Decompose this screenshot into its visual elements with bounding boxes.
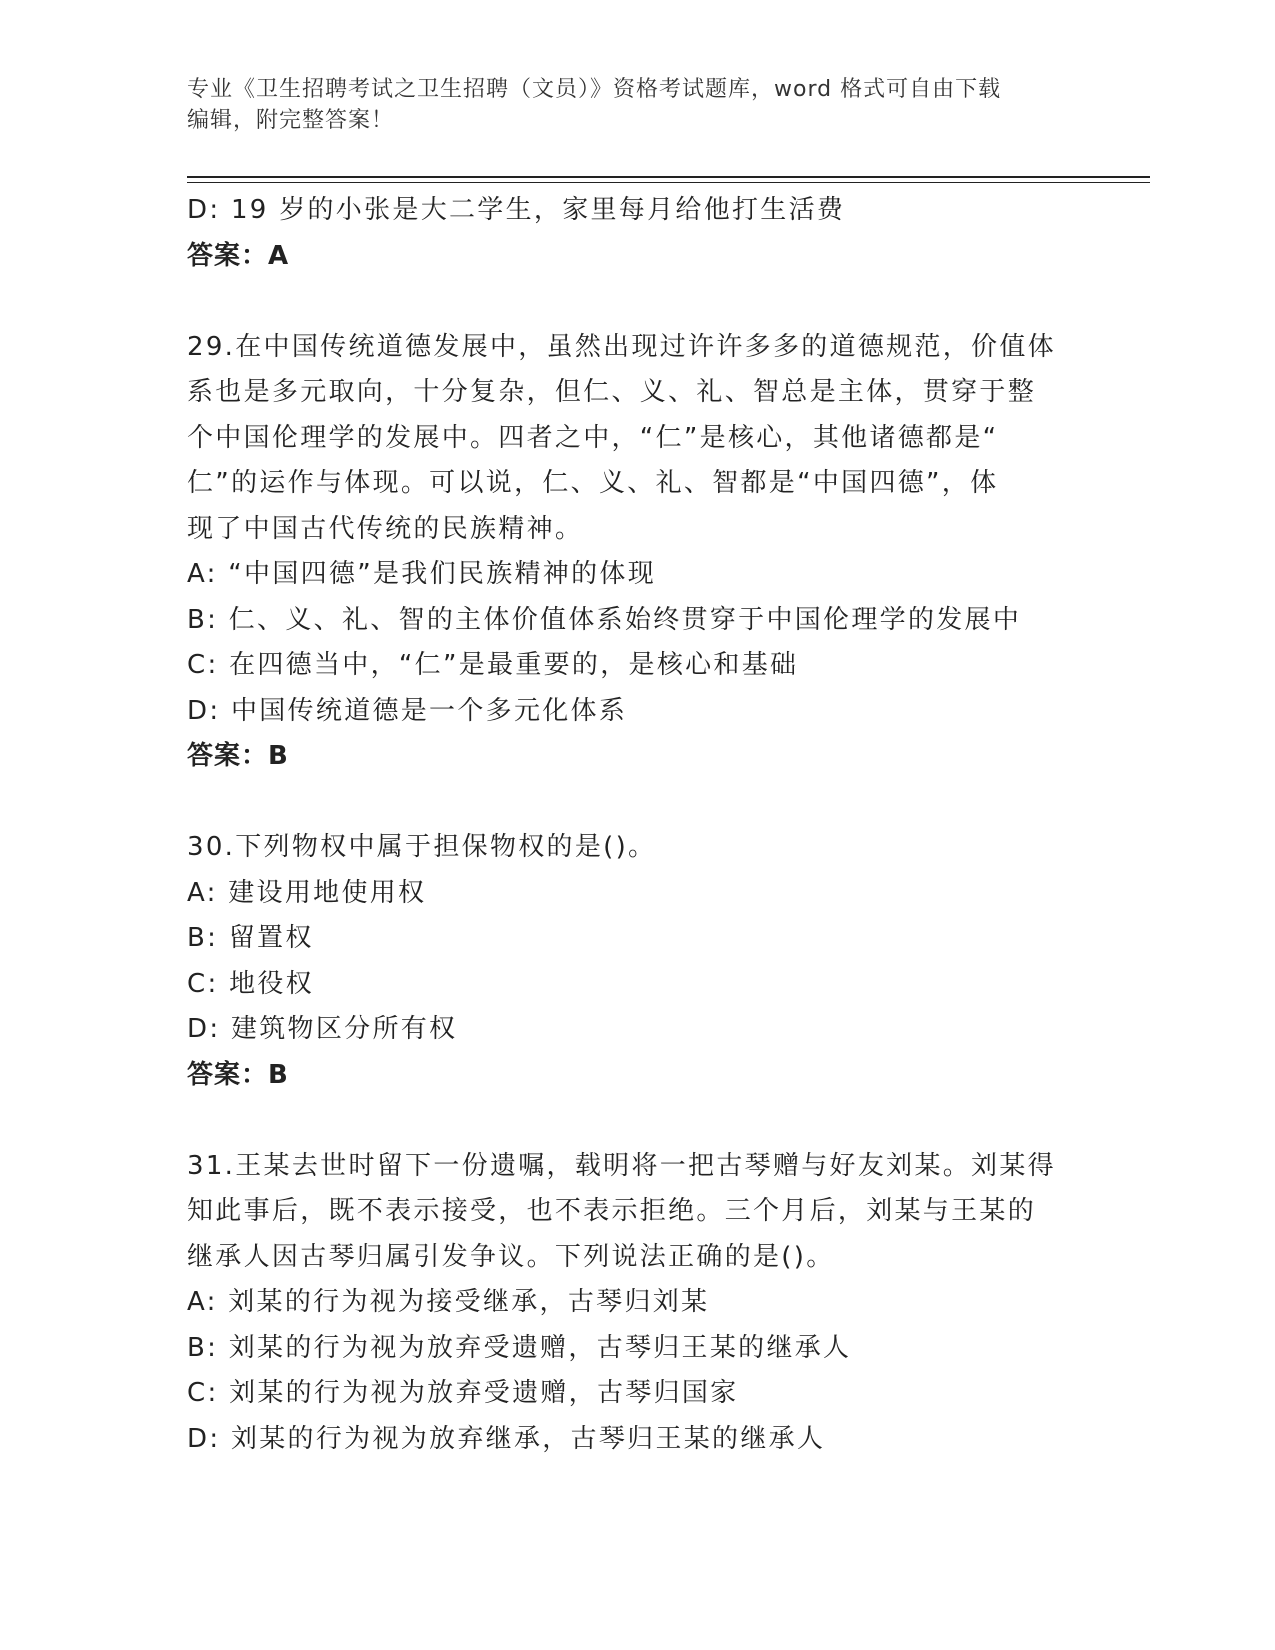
- q29-stem-line-4: 仁”的运作与体现。可以说，仁、义、礼、智都是“中国四德”，体: [187, 468, 999, 498]
- question-29: [187, 325, 1087, 780]
- q29-answer: 答案：B: [187, 741, 289, 771]
- q29-option-a: A: “中国四德”是我们民族精神的体现: [187, 559, 656, 589]
- q30-option-d: D: 建筑物区分所有权: [187, 1014, 458, 1044]
- q31-option-d: D: 刘某的行为视为放弃继承，古琴归王某的继承人: [187, 1423, 826, 1454]
- header-rule-thick: [187, 176, 1150, 178]
- q29-option-b: B: 仁、义、礼、智的主体价值体系始终贯穿于中国伦理学的发展中: [187, 604, 1022, 635]
- prev-answer: 答案：A: [187, 240, 290, 271]
- q30-option-b: B: 留置权: [187, 923, 314, 953]
- q31-option-a: A: 刘某的行为视为接受继承，古琴归刘某: [187, 1287, 710, 1317]
- q31-stem-line-2: 知此事后，既不表示接受，也不表示拒绝。三个月后，刘某与王某的: [187, 1196, 1037, 1226]
- q29-stem-line-3: 个中国伦理学的发展中。四者之中，“仁”是核心，其他诸德都是“: [187, 422, 999, 453]
- spacer: [187, 279, 1087, 325]
- header-line-2: 编辑，附完整答案！: [187, 108, 395, 133]
- q30-option-c: C: 地役权: [187, 968, 314, 999]
- header-line-1: 专业《卫生招聘考试之卫生招聘（文员）》资格考试题库，word 格式可自由下载: [187, 77, 1002, 102]
- q31-stem-line-3: 继承人因古琴归属引发争议。下列说法正确的是()。: [187, 1241, 835, 1272]
- document-body: [187, 188, 1087, 1462]
- question-31: [187, 1144, 1087, 1463]
- header-rule-thin: [187, 182, 1150, 183]
- q31-option-c: C: 刘某的行为视为放弃受遗赠，古琴归国家: [187, 1378, 739, 1408]
- q31-stem-line-1: 31.王某去世时留下一份遗嘱，载明将一把古琴赠与好友刘某。刘某得: [187, 1150, 1056, 1181]
- prev-option-d: D: 19 岁的小张是大二学生，家里每月给他打生活费: [187, 195, 846, 225]
- q31-option-b: B: 刘某的行为视为放弃受遗赠，古琴归王某的继承人: [187, 1332, 852, 1363]
- q29-stem-line-1: 29.在中国传统道德发展中，虽然出现过许许多多的道德规范，价值体: [187, 331, 1056, 362]
- q30-option-a: A: 建设用地使用权: [187, 877, 427, 908]
- q29-option-c: C: 在四德当中，“仁”是最重要的，是核心和基础: [187, 650, 799, 680]
- spacer: [187, 780, 1087, 826]
- q29-stem-line-5: 现了中国古代传统的民族精神。: [187, 513, 584, 544]
- spacer: [187, 1098, 1087, 1144]
- q30-stem-line-1: 30.下列物权中属于担保物权的是()。: [187, 832, 657, 862]
- question-30: [187, 825, 1087, 1098]
- page-header: [187, 74, 1067, 136]
- q30-answer: 答案：B: [187, 1059, 289, 1090]
- q29-option-d: D: 中国传统道德是一个多元化体系: [187, 695, 628, 726]
- q29-stem-line-2: 系也是多元取向，十分复杂，但仁、义、礼、智总是主体，贯穿于整: [187, 377, 1037, 407]
